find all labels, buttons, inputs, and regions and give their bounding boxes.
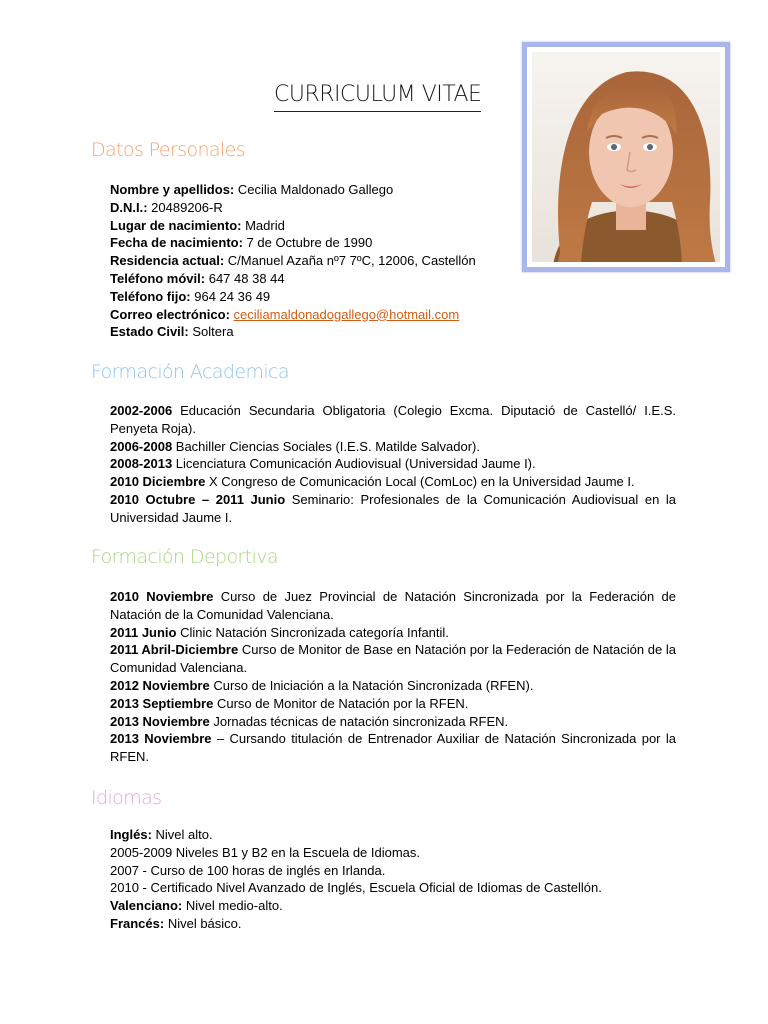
sports-item xyxy=(110,624,676,642)
academic-item xyxy=(110,402,676,438)
academic-item-date: 2008-2013 xyxy=(110,456,173,472)
academic-item-text: X Congreso de Comunicación Local (ComLoc) en la Universidad Jaume I. xyxy=(205,474,635,490)
academic-item-text: Seminario: Profesionales de la Comunicación Audiovisual en la Universidad Jaume I. xyxy=(110,491,676,525)
academic-item-text: Educación Secundaria Obligatoria (Colegio Excma. Diputació de Castelló/ I.E.S. Penyeta Roja). xyxy=(110,403,676,436)
email-label: Correo electrónico: xyxy=(110,306,230,322)
sports-item xyxy=(110,713,676,731)
birthdate-value: 7 de Octubre de 1990 xyxy=(242,235,373,251)
french-label: Francés: xyxy=(110,915,165,931)
english-row xyxy=(110,826,676,844)
sports-item xyxy=(110,641,676,677)
sports-heading: Formación Deportiva xyxy=(91,546,278,568)
mobile-label: Teléfono móvil: xyxy=(110,270,206,286)
valencian-value: Nivel medio-alto. xyxy=(182,898,283,914)
languages-heading: Idiomas xyxy=(91,787,162,809)
sports-item xyxy=(110,677,676,695)
french-row xyxy=(110,915,676,933)
academic-block xyxy=(110,402,676,527)
name-value: Cecilia Maldonado Gallego xyxy=(234,182,394,197)
address-label: Residencia actual: xyxy=(110,253,225,269)
sports-item-text: Curso de Monitor de Natación por la RFEN. xyxy=(213,695,469,711)
dni-row xyxy=(110,199,676,217)
english-label: Inglés: xyxy=(110,827,152,842)
personal-data-block xyxy=(110,181,676,341)
address-row xyxy=(110,252,676,270)
languages-line: 2010 - Certificado Nivel Avanzado de Inglés, Escuela Oficial de Idiomas de Castellón. xyxy=(110,880,602,896)
sports-item-date: 2013 Noviembre xyxy=(110,731,212,747)
birthplace-row xyxy=(110,217,676,235)
academic-item-date: 2010 Octubre – 2011 Junio xyxy=(110,491,286,507)
dni-value: 20489206-R xyxy=(147,199,223,215)
sports-item-date: 2013 Noviembre xyxy=(110,713,210,729)
sports-item-date: 2012 Noviembre xyxy=(110,677,210,693)
valencian-row xyxy=(110,897,676,915)
sports-item-date: 2011 Abril-Diciembre xyxy=(110,642,239,658)
landline-value: 964 24 36 49 xyxy=(190,288,271,304)
mobile-row xyxy=(110,270,676,288)
civil-status-row xyxy=(110,323,676,341)
sports-item-text: Clinic Natación Sincronizada categoría Infantil. xyxy=(176,624,449,640)
academic-item-text: Bachiller Ciencias Sociales (I.E.S. Matilde Salvador). xyxy=(172,438,480,454)
dni-label: D.N.I.: xyxy=(110,199,148,215)
academic-item xyxy=(110,491,676,527)
academic-heading: Formación Academica xyxy=(91,361,289,383)
academic-item-text: Licenciatura Comunicación Audiovisual (Universidad Jaume I). xyxy=(172,456,536,472)
sports-item-text: Curso de Monitor de Base en Natación por la Federación de Natación de la Comunidad Valenciana. xyxy=(110,642,677,676)
academic-item xyxy=(110,473,676,491)
name-row xyxy=(110,181,676,199)
academic-item-date: 2002-2006 xyxy=(110,403,173,418)
civil-status-value: Soltera xyxy=(188,324,234,340)
sports-block xyxy=(110,588,676,766)
sports-item xyxy=(110,695,676,713)
languages-line: 2007 - Curso de 100 horas de inglés en Irlanda. xyxy=(110,862,386,878)
english-value: Nivel alto. xyxy=(151,827,213,842)
academic-item xyxy=(110,455,676,473)
sports-item-text: Curso de Iniciación a la Natación Sincronizada (RFEN). xyxy=(209,677,534,693)
sports-item-text: – Cursando titulación de Entrenador Auxiliar de Natación Sincronizada por la RFEN. xyxy=(110,731,676,765)
page-title: CURRICULUM VITAE xyxy=(274,80,481,112)
birthdate-row xyxy=(110,234,676,252)
academic-item xyxy=(110,438,676,456)
sports-item xyxy=(110,730,676,766)
languages-block xyxy=(110,826,676,933)
mobile-value: 647 48 38 44 xyxy=(205,270,285,286)
valencian-label: Valenciano: xyxy=(110,898,183,914)
academic-item-date: 2006-2008 xyxy=(110,438,173,454)
sports-item-date: 2011 Junio xyxy=(110,624,177,640)
french-value: Nivel básico. xyxy=(164,915,242,931)
sports-item xyxy=(110,588,676,624)
sports-item-text: Curso de Juez Provincial de Natación Sincronizada por la Federación de Natación de la Comunidad Valenciana. xyxy=(110,589,676,622)
personal-data-heading: Datos Personales xyxy=(91,139,246,161)
sports-item-date: 2013 Septiembre xyxy=(110,695,214,711)
landline-row xyxy=(110,288,676,306)
landline-label: Teléfono fijo: xyxy=(110,288,191,304)
sports-item-text: Jornadas técnicas de natación sincronizada RFEN. xyxy=(209,713,509,729)
birthdate-label: Fecha de nacimiento: xyxy=(110,235,243,251)
name-label: Nombre y apellidos: xyxy=(110,182,235,197)
email-link[interactable]: ceciliamaldonadogallego@hotmail.com xyxy=(233,306,460,322)
address-value: C/Manuel Azaña nº7 7ºC, 12006, Castellón xyxy=(224,253,476,269)
birthplace-label: Lugar de nacimiento: xyxy=(110,217,242,233)
birthplace-value: Madrid xyxy=(241,217,285,233)
languages-line: 2005-2009 Niveles B1 y B2 en la Escuela de Idiomas. xyxy=(110,844,421,860)
sports-item-date: 2010 Noviembre xyxy=(110,589,214,604)
academic-item-date: 2010 Diciembre xyxy=(110,474,206,490)
email-row xyxy=(110,306,676,324)
civil-status-label: Estado Civil: xyxy=(110,324,189,340)
